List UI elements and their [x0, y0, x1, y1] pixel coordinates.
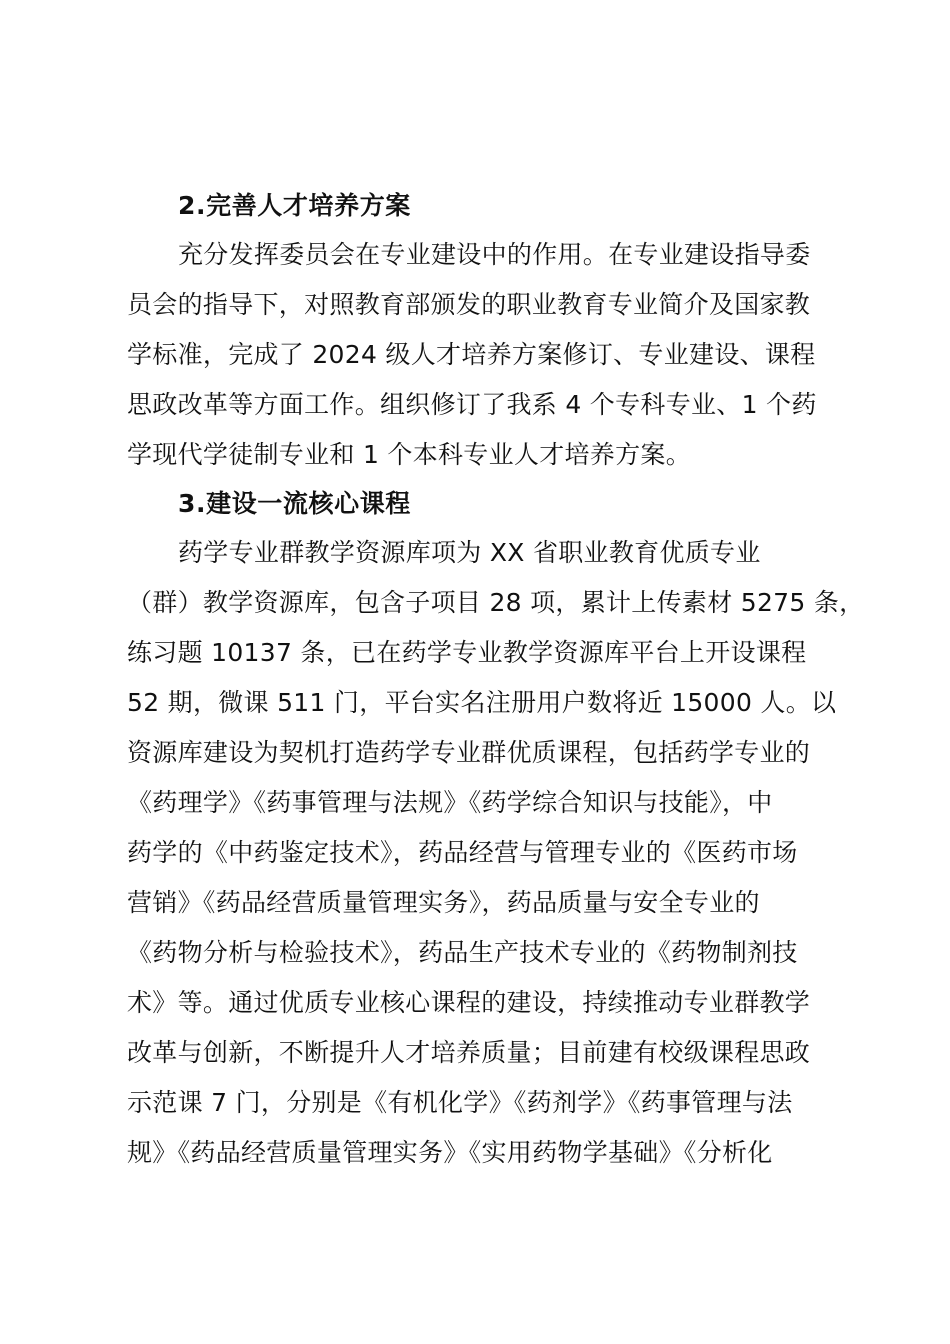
paragraph-line: （群）教学资源库，包含子项目 28 项，累计上传素材 5275 条，	[127, 588, 865, 617]
paragraph-line: 充分发挥委员会在专业建设中的作用。在专业建设指导委	[178, 240, 811, 269]
paragraph-line: 学标准，完成了 2024 级人才培养方案修订、专业建设、课程	[127, 340, 816, 369]
paragraph-line: 52 期，微课 511 门，平台实名注册用户数将近 15000 人。以	[127, 688, 837, 717]
paragraph-line: 药学的《中药鉴定技术》，药品经营与管理专业的《医药市场	[127, 838, 798, 867]
section-2-heading: 2.完善人才培养方案	[178, 191, 411, 220]
paragraph-line: 示范课 7 门，分别是《有机化学》《药剂学》《药事管理与法	[127, 1088, 793, 1117]
paragraph-line: 练习题 10137 条，已在药学专业教学资源库平台上开设课程	[127, 638, 807, 667]
paragraph-line: 药学专业群教学资源库项为 XX 省职业教育优质专业	[178, 538, 761, 567]
paragraph-line: 术》等。通过优质专业核心课程的建设，持续推动专业群教学	[127, 988, 811, 1017]
paragraph-line: 营销》《药品经营质量管理实务》，药品质量与安全专业的	[127, 888, 760, 917]
paragraph-line: 《药物分析与检验技术》，药品生产技术专业的《药物制剂技	[127, 938, 798, 967]
paragraph-line: 资源库建设为契机打造药学专业群优质课程，包括药学专业的	[127, 738, 811, 767]
paragraph-line: 思政改革等方面工作。组织修订了我系 4 个专科专业、1 个药	[127, 390, 817, 419]
section-3-heading: 3.建设一流核心课程	[178, 489, 411, 518]
paragraph-line: 学现代学徒制专业和 1 个本科专业人才培养方案。	[127, 440, 692, 469]
paragraph-line: 规》《药品经营质量管理实务》《实用药物学基础》《分析化	[127, 1138, 773, 1167]
paragraph-line: 改革与创新，不断提升人才培养质量；目前建有校级课程思政	[127, 1038, 811, 1067]
paragraph-line: 《药理学》《药事管理与法规》《药学综合知识与技能》，中	[127, 788, 773, 817]
paragraph-line: 员会的指导下，对照教育部颁发的职业教育专业简介及国家教	[127, 290, 811, 319]
